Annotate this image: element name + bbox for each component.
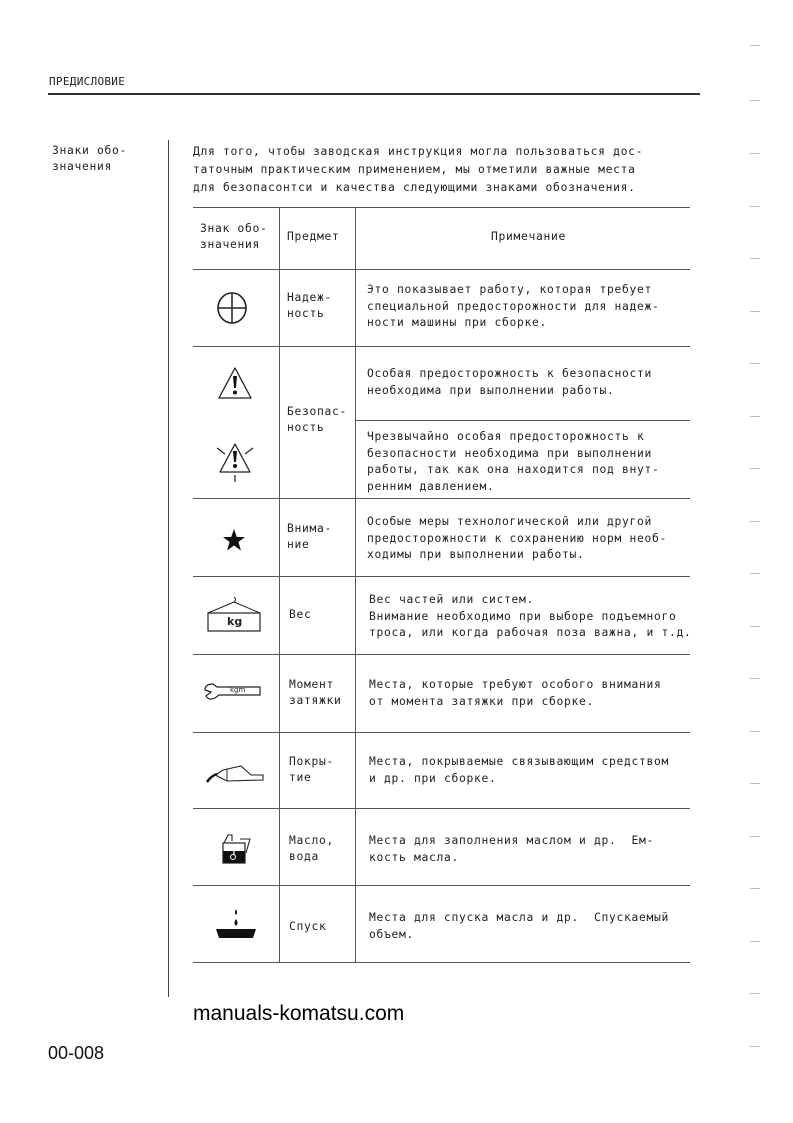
oil-water-fill-icon — [218, 833, 254, 865]
column-divider — [279, 207, 280, 962]
intro-paragraph: Для того, чтобы заводская инструкция могла пользоваться дос- таточным практическим применением, мы отметили важные места для безопасонтси и качества следующими знаками обозначения. — [193, 145, 644, 194]
kg-label: kg — [227, 615, 243, 628]
row-subject: Надеж- ность — [287, 291, 333, 320]
row-note: Чрезвычайно особая предосторожность к безопасности необходима при выполнении работы, так как она находится под внут- ренним давлением. — [367, 430, 660, 493]
row-note: Места, покрываемые связывающим средством и др. при сборке. — [369, 755, 670, 785]
edge-mark — [750, 206, 760, 207]
edge-mark — [750, 100, 760, 101]
table-rule — [193, 346, 690, 347]
edge-mark — [750, 888, 760, 889]
row-subject: Масло, вода — [289, 834, 335, 863]
pressure-warning-icon — [215, 440, 255, 484]
row-subject: Спуск — [289, 920, 327, 933]
edge-mark — [750, 626, 760, 627]
row-subject: Покры- тие — [289, 755, 335, 784]
edge-mark — [750, 836, 760, 837]
edge-mark — [750, 416, 760, 417]
edge-mark — [750, 45, 760, 46]
edge-mark — [750, 678, 760, 679]
drain-icon — [215, 908, 257, 940]
edge-mark — [750, 311, 760, 312]
header-note: Примечание — [491, 230, 567, 243]
table-rule — [193, 498, 690, 499]
edge-mark — [750, 993, 760, 994]
table-rule — [193, 654, 690, 655]
row-subject: Вес — [289, 608, 312, 621]
row-subject: Момент затяжки — [289, 678, 342, 707]
reliability-crosshair-icon — [215, 290, 249, 326]
coating-tube-icon — [205, 762, 267, 784]
edge-mark — [750, 363, 760, 364]
row-note: Места для спуска масла и др. Спускаемый объем. — [369, 911, 670, 941]
table-rule — [193, 962, 690, 963]
watermark: manuals-komatsu.com — [193, 1002, 405, 1025]
edge-mark — [750, 153, 760, 154]
row-note: Места для заполнения маслом и др. Ем- кость масла. — [369, 834, 655, 864]
star-icon — [222, 528, 246, 552]
edge-mark — [750, 1046, 760, 1047]
table-rule — [193, 732, 690, 733]
edge-mark — [750, 573, 760, 574]
column-divider — [355, 207, 356, 962]
row-note: Особая предосторожность к безопасности необходима при выполнении работы. — [367, 367, 653, 397]
header-sign: Знак обо- значения — [200, 222, 268, 251]
row-note: Места, которые требуют особого внимания от момента затяжки при сборке. — [369, 678, 662, 708]
torque-wrench-icon — [203, 682, 263, 704]
edge-mark — [750, 731, 760, 732]
weight-kg-icon — [206, 595, 262, 635]
header-subject: Предмет — [287, 230, 340, 243]
edge-mark — [750, 783, 760, 784]
section-header: ПРЕДИСЛОВИЕ — [49, 75, 126, 88]
warning-triangle-icon — [217, 366, 253, 400]
row-note: Особые меры технологической или другой предосторожности к сохранению норм необ- ходимы при выполнении работы. — [367, 515, 668, 561]
row-subject: Безопас- ность — [287, 405, 348, 434]
table-rule — [355, 420, 690, 421]
row-note: Это показывает работу, которая требует специальной предосторожности для надеж- ности машины при сборке. — [367, 283, 660, 329]
side-label: Знаки обо- значения — [52, 144, 128, 173]
edge-mark — [750, 468, 760, 469]
table-rule — [193, 269, 690, 270]
table-rule — [193, 808, 690, 809]
edge-mark — [750, 521, 760, 522]
edge-mark — [750, 941, 760, 942]
kgm-label: kgm — [230, 686, 246, 694]
table-rule — [193, 207, 690, 208]
table-rule — [193, 576, 690, 577]
header-rule — [48, 93, 700, 95]
margin-rule — [168, 140, 169, 997]
page-number: 00-008 — [48, 1043, 105, 1063]
edge-mark — [750, 258, 760, 259]
row-subject: Внима- ние — [287, 522, 333, 551]
row-note: Вес частей или систем. Внимание необходимо при выборе подъемного троса, или когда рабочая поза важна, и т.д. — [369, 593, 692, 639]
table-rule — [193, 885, 690, 886]
